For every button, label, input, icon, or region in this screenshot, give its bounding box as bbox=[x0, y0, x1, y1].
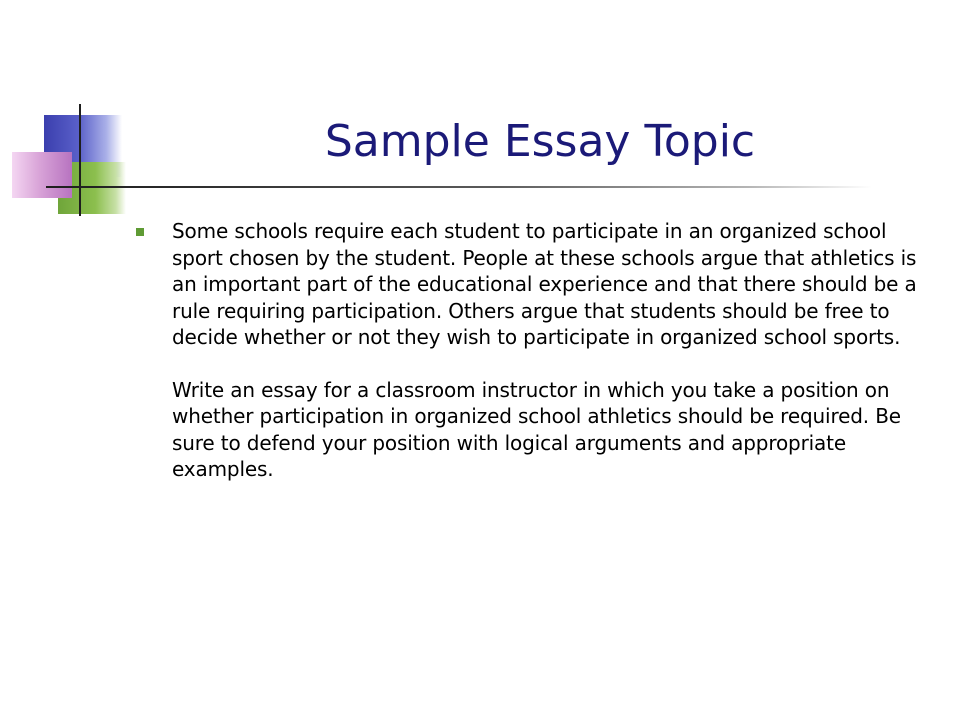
essay-instructions-paragraph: Write an essay for a classroom instructor in which you take a position on whether participation in organized school athletics should be required. Be sure to defend your position with logical arguments and appropriate examples. bbox=[172, 377, 901, 481]
slide-title: Sample Essay Topic bbox=[324, 116, 756, 167]
essay-prompt-paragraph: Some schools require each student to participate in an organized school sport chosen by the student. People at these schools argue that athletics is an important part of the educational experience and that there should be a rule requiring participation. Others argue that students should be free to decide whether or not they wish to participate in organized school sports. bbox=[172, 219, 917, 349]
decorative-vertical-line bbox=[79, 104, 81, 216]
decorative-pink-square bbox=[12, 152, 72, 198]
square-bullet-icon bbox=[136, 228, 144, 236]
title-underline bbox=[46, 186, 872, 188]
bullet-item bbox=[132, 218, 932, 483]
